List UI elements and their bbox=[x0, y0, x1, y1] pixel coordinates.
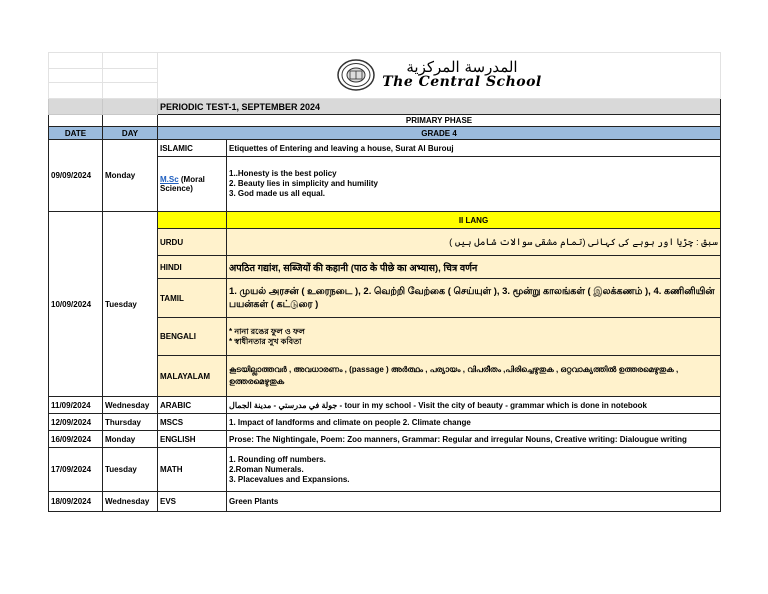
portion-malayalam: കൂടയില്ലാത്തവർ , അവധാരണം , (passage ) അർത്ഥം , പര്യായം , വിപരീതം ,പിരിച്ചെഴുതുക , ഒറ്റവാക്യത്തിൽ ഉത്തരമെഴുതുക , ഉത്തരമെഴുതുക bbox=[227, 356, 721, 397]
exam-title: PERIODIC TEST-1, SEPTEMBER 2024 bbox=[158, 99, 721, 115]
exam-day: Wednesday bbox=[103, 492, 158, 512]
portion-english: Prose: The Nightingale, Poem: Zoo manners, Grammar: Regular and irregular Nouns, Creative writing: Dialougue writing bbox=[227, 431, 721, 448]
blank-cell bbox=[158, 212, 227, 229]
phase-label: PRIMARY PHASE bbox=[158, 115, 721, 127]
blank-cell bbox=[103, 69, 158, 83]
portion-moral-science bbox=[227, 157, 721, 212]
exam-date: 11/09/2024 bbox=[49, 397, 103, 414]
blank-cell bbox=[49, 83, 103, 99]
day-column-header: DAY bbox=[103, 127, 158, 140]
portion-line: 1..Honesty is the best policy bbox=[229, 169, 337, 178]
school-name-arabic: المدرسة المركزية bbox=[406, 58, 518, 76]
exam-date: 12/09/2024 bbox=[49, 414, 103, 431]
portion-line: 1. Rounding off numbers. bbox=[229, 454, 326, 464]
subject-bengali: BENGALI bbox=[158, 318, 227, 356]
exam-day: Monday bbox=[103, 431, 158, 448]
subject-islamic: ISLAMIC bbox=[158, 140, 227, 157]
subject-tamil: TAMIL bbox=[158, 279, 227, 318]
portion-evs: Green Plants bbox=[227, 492, 721, 512]
blank-cell bbox=[103, 115, 158, 127]
exam-day: Monday bbox=[103, 140, 158, 212]
exam-day: Thursday bbox=[103, 414, 158, 431]
msc-label-rest: (Moral Science) bbox=[160, 175, 205, 193]
exam-date: 16/09/2024 bbox=[49, 431, 103, 448]
blank-cell bbox=[49, 115, 103, 127]
portion-line: 3. God made us all equal. bbox=[229, 189, 326, 198]
portion-math bbox=[227, 448, 721, 492]
blank-cell bbox=[103, 99, 158, 115]
grade-header: GRADE 4 bbox=[158, 127, 721, 140]
blank-cell bbox=[49, 99, 103, 115]
subject-english: ENGLISH bbox=[158, 431, 227, 448]
school-logo-header bbox=[158, 53, 721, 99]
subject-moral-science bbox=[158, 157, 227, 212]
blank-cell bbox=[103, 83, 158, 99]
subject-hindi: HINDI bbox=[158, 256, 227, 279]
portion-urdu: سبق : چڑیا اور بوہے کی کہانی (تمام مشقی سوالات شامل ہیں ) bbox=[227, 229, 721, 256]
portion-arabic: جولة في مدرستي - مدينة الجمال - tour in my school - Visit the city of beauty - grammar which is done in notebook bbox=[227, 397, 721, 414]
portion-line: * স্বাধীনতার সুখ কবিতা bbox=[229, 336, 302, 346]
exam-date: 17/09/2024 bbox=[49, 448, 103, 492]
exam-day: Tuesday bbox=[103, 212, 158, 397]
subject-math: MATH bbox=[158, 448, 227, 492]
portion-line: 2. Beauty lies in simplicity and humility bbox=[229, 179, 378, 188]
date-column-header: DATE bbox=[49, 127, 103, 140]
blank-cell bbox=[49, 69, 103, 83]
subject-arabic: ARABIC bbox=[158, 397, 227, 414]
portion-line: * নানা রঙের ফুল ও ফল bbox=[229, 326, 305, 336]
portion-line: 3. Placevalues and Expansions. bbox=[229, 474, 350, 484]
portion-tamil: 1. முயல் அரசன் ( உரைநடை ), 2. வெற்றி வேற்கை ( செய்யுள் ), 3. மூன்று காலங்கள் ( இலக்கணம் ), 4. கணினியின் பயன்கள் ( கட்டுரை ) bbox=[227, 279, 721, 318]
subject-mscs: MSCS bbox=[158, 414, 227, 431]
subject-evs: EVS bbox=[158, 492, 227, 512]
exam-schedule-table bbox=[48, 52, 721, 512]
portion-line: 2.Roman Numerals. bbox=[229, 464, 304, 474]
school-name-english: The Central School bbox=[382, 74, 542, 90]
exam-day: Wednesday bbox=[103, 397, 158, 414]
subject-urdu: URDU bbox=[158, 229, 227, 256]
portion-bengali bbox=[227, 318, 721, 356]
msc-link[interactable]: M.Sc bbox=[160, 175, 179, 184]
portion-islamic: Etiquettes of Entering and leaving a house, Surat Al Burouj bbox=[227, 140, 721, 157]
portion-mscs: 1. Impact of landforms and climate on people 2. Climate change bbox=[227, 414, 721, 431]
exam-date: 10/09/2024 bbox=[49, 212, 103, 397]
blank-cell bbox=[49, 53, 103, 69]
exam-day: Tuesday bbox=[103, 448, 158, 492]
second-language-header: II LANG bbox=[227, 212, 721, 229]
exam-date: 09/09/2024 bbox=[49, 140, 103, 212]
subject-malayalam: MALAYALAM bbox=[158, 356, 227, 397]
portion-hindi: अपठित गद्यांश, सब्जियों की कहानी (पाठ के पीछे का अभ्यास), चित्र वर्णन bbox=[227, 256, 721, 279]
blank-cell bbox=[103, 53, 158, 69]
exam-date: 18/09/2024 bbox=[49, 492, 103, 512]
school-emblem-icon bbox=[336, 58, 376, 92]
